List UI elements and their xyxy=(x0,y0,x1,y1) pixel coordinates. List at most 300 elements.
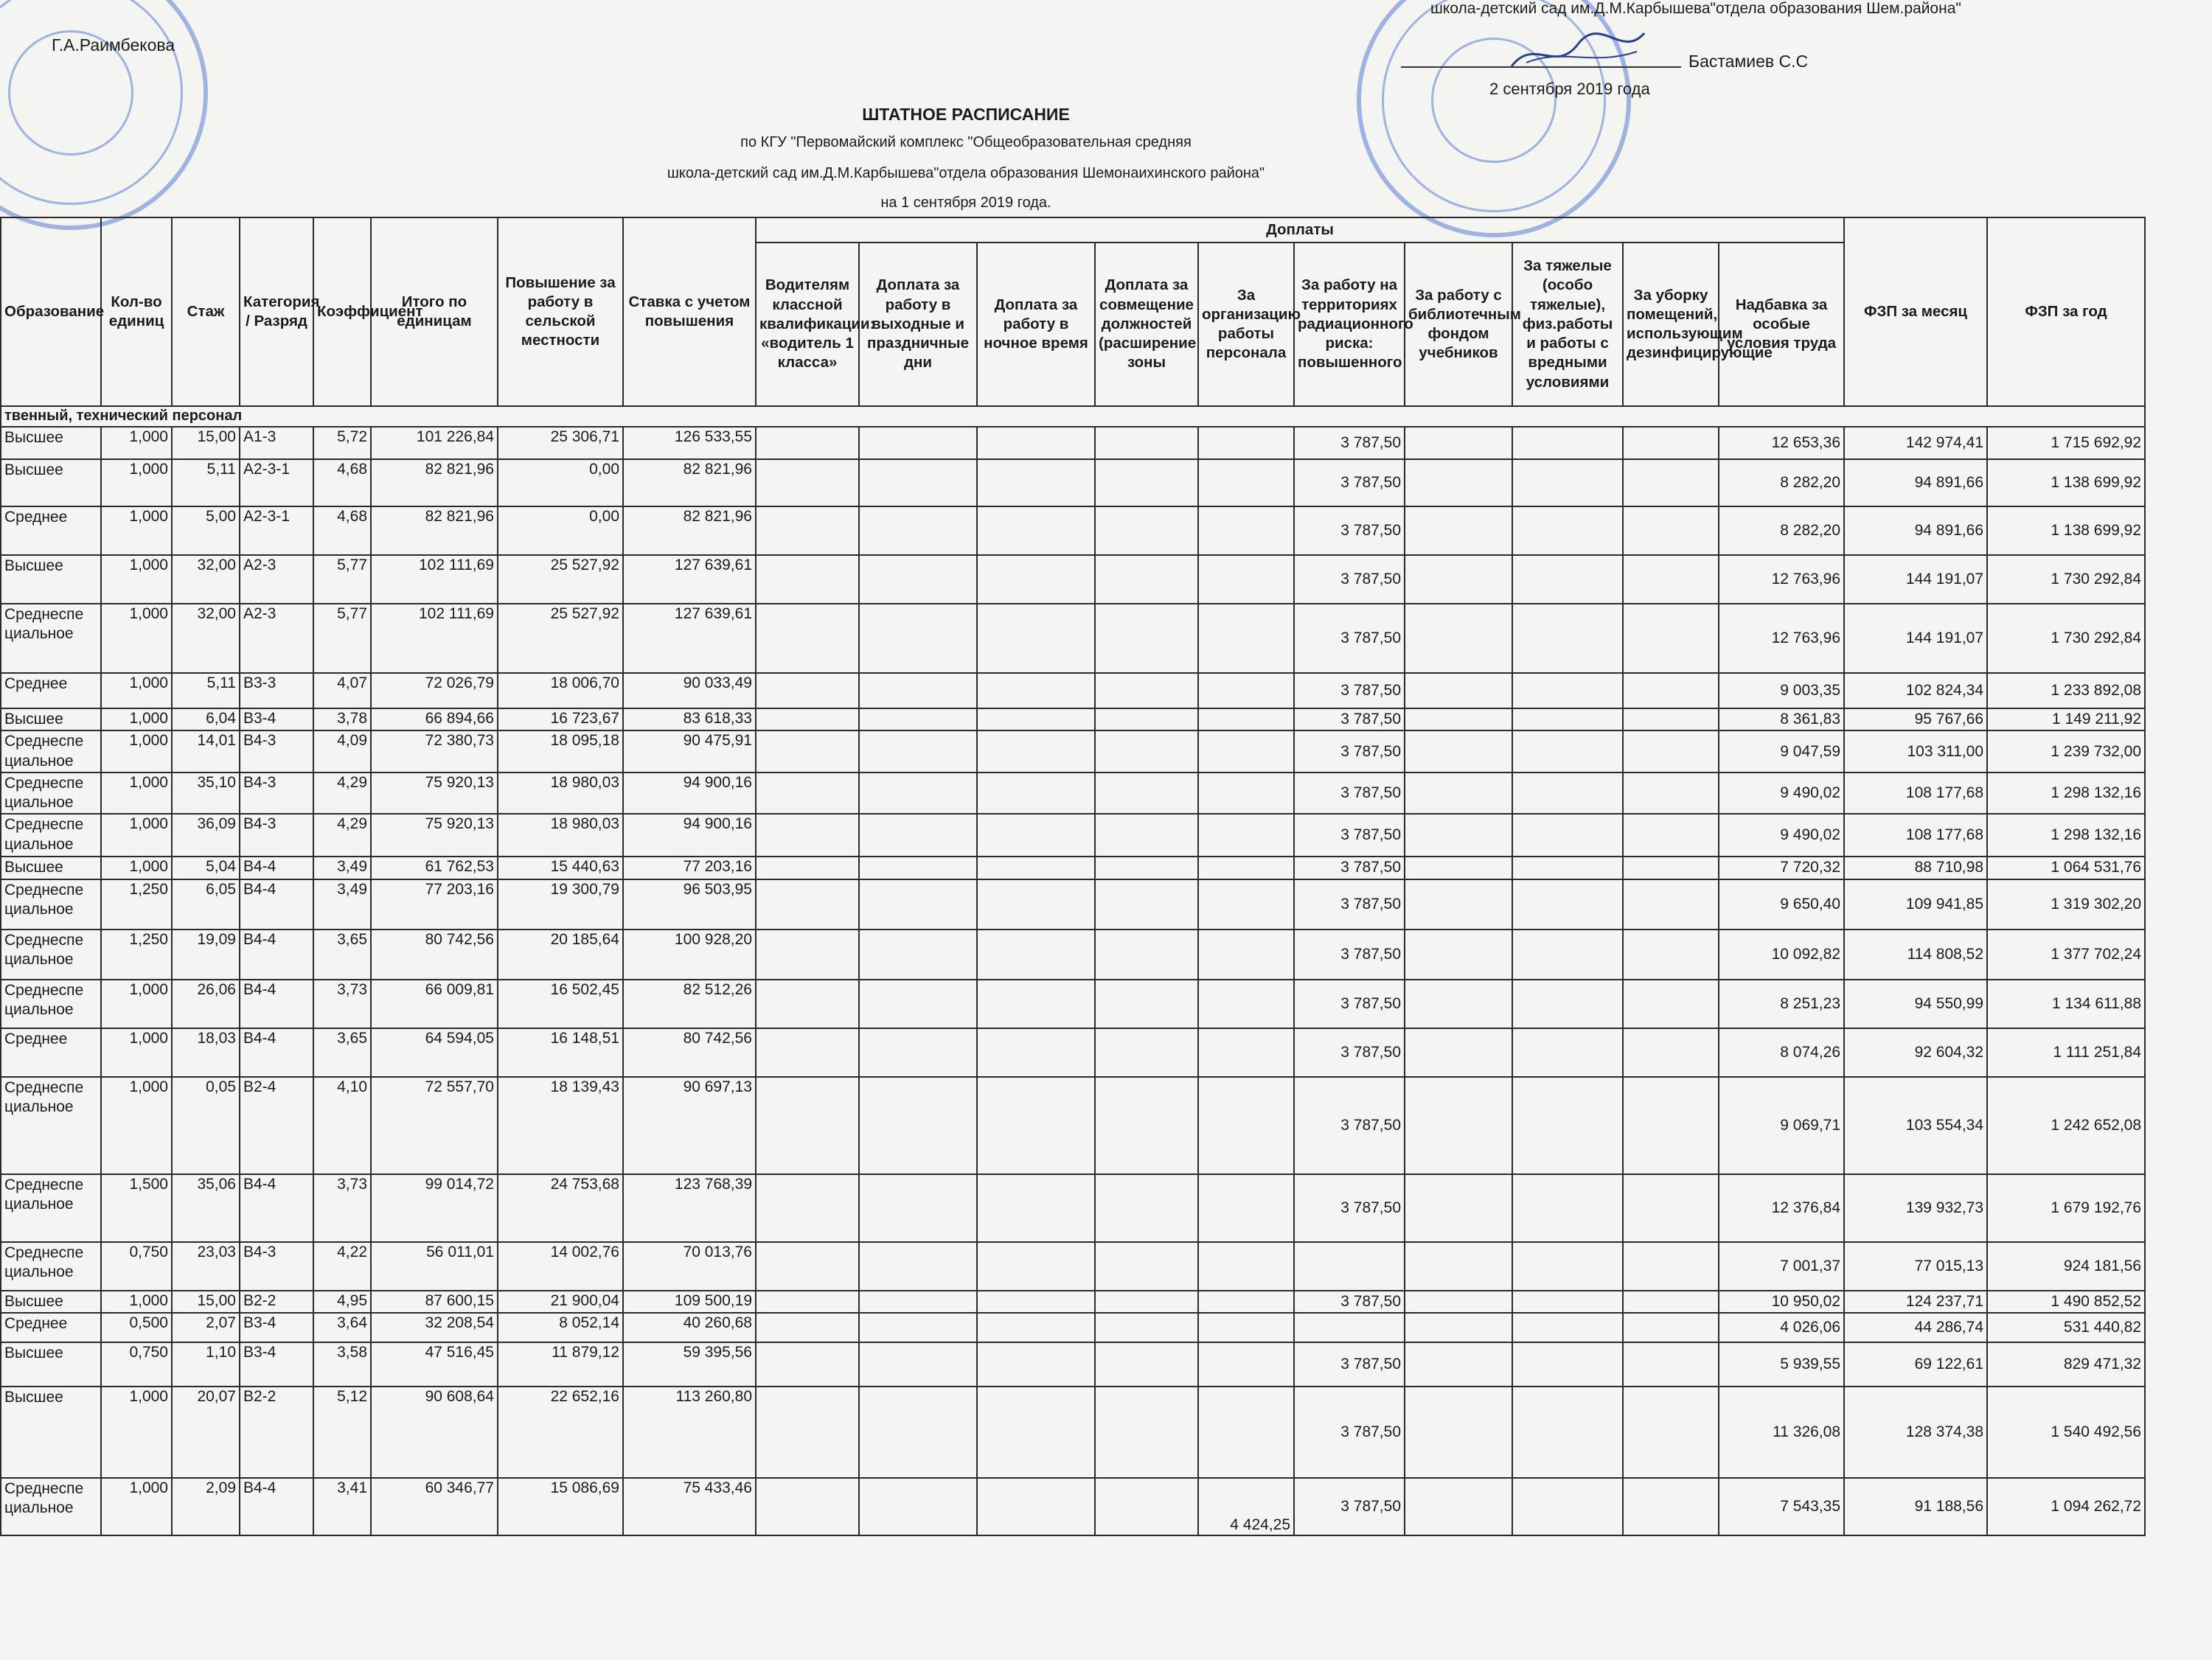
cell-special: 8 074,26 xyxy=(1719,1028,1844,1077)
cell-year: 1 298 132,16 xyxy=(1987,773,2145,815)
cell-empty xyxy=(977,1242,1095,1291)
cell-rural: 18 980,03 xyxy=(498,773,623,815)
cell-empty xyxy=(859,930,977,980)
cell-empty xyxy=(756,1291,859,1313)
cell-empty xyxy=(859,459,977,506)
cell-empty xyxy=(1095,1028,1198,1077)
cell-month: 128 374,38 xyxy=(1844,1387,1987,1478)
cell-empty xyxy=(1512,730,1623,773)
cell-month: 102 824,34 xyxy=(1844,673,1987,708)
cell-exp: 19,09 xyxy=(172,930,240,980)
cell-rate: 90 033,49 xyxy=(623,673,756,708)
cell-coef: 4,07 xyxy=(313,673,371,708)
cell-empty xyxy=(756,857,859,879)
cell-cat: В4-4 xyxy=(240,1174,313,1242)
col-edu: Образование xyxy=(1,217,101,406)
table-row xyxy=(1,773,2145,815)
cell-cat: В3-4 xyxy=(240,1342,313,1387)
table-row xyxy=(1,1242,2145,1291)
cell-empty xyxy=(1095,1387,1198,1478)
cell-empty xyxy=(859,1342,977,1387)
cell-empty xyxy=(977,604,1095,673)
signature-mark xyxy=(1504,22,1652,81)
cell-empty xyxy=(1405,673,1512,708)
cell-empty xyxy=(1095,427,1198,459)
cell-org xyxy=(1198,730,1294,773)
cell-rate: 127 639,61 xyxy=(623,604,756,673)
table-row xyxy=(1,604,2145,673)
cell-empty xyxy=(977,1174,1095,1242)
cell-rural: 20 185,64 xyxy=(498,930,623,980)
cell-rural: 16 723,67 xyxy=(498,708,623,730)
cell-rad: 3 787,50 xyxy=(1294,730,1405,773)
col-d-heavy: За тяжелые (особо тяжелые), физ.работы и работы с вредными условиями xyxy=(1512,243,1623,406)
cell-empty xyxy=(1405,555,1512,604)
col-total: Итого по единицам xyxy=(371,217,498,406)
cell-qty: 1,000 xyxy=(101,814,172,857)
cell-edu: Среднее xyxy=(1,506,101,555)
table-row xyxy=(1,459,2145,506)
cell-empty xyxy=(977,773,1095,815)
table-row xyxy=(1,879,2145,930)
cell-empty xyxy=(1623,1387,1719,1478)
cell-rad xyxy=(1294,1242,1405,1291)
cell-rate: 75 433,46 xyxy=(623,1478,756,1535)
cell-org: 4 424,25 xyxy=(1198,1478,1294,1535)
col-d-rad: За работу на территориях радиационного риска: повышенного xyxy=(1294,243,1405,406)
cell-year: 1 149 211,92 xyxy=(1987,708,2145,730)
cell-special: 12 653,36 xyxy=(1719,427,1844,459)
cell-empty xyxy=(1512,1387,1623,1478)
table-row xyxy=(1,555,2145,604)
cell-rad: 3 787,50 xyxy=(1294,1342,1405,1387)
cell-edu: Среднеспе циальное xyxy=(1,1174,101,1242)
cell-empty xyxy=(977,857,1095,879)
cell-edu: Среднее xyxy=(1,673,101,708)
cell-coef: 5,77 xyxy=(313,604,371,673)
cell-empty xyxy=(859,1291,977,1313)
cell-rate: 82 821,96 xyxy=(623,459,756,506)
cell-special: 7 001,37 xyxy=(1719,1242,1844,1291)
cell-total: 72 380,73 xyxy=(371,730,498,773)
cell-edu: Среднее xyxy=(1,1313,101,1342)
cell-org xyxy=(1198,1291,1294,1313)
cell-rad: 3 787,50 xyxy=(1294,604,1405,673)
approval-date: 2 сентября 2019 года xyxy=(1489,80,1650,98)
cell-year: 1 679 192,76 xyxy=(1987,1174,2145,1242)
cell-empty xyxy=(977,1077,1095,1174)
cell-empty xyxy=(1512,1242,1623,1291)
cell-rural: 24 753,68 xyxy=(498,1174,623,1242)
cell-empty xyxy=(756,773,859,815)
cell-exp: 14,01 xyxy=(172,730,240,773)
cell-year: 1 134 611,88 xyxy=(1987,980,2145,1028)
cell-empty xyxy=(1623,1077,1719,1174)
cell-total: 47 516,45 xyxy=(371,1342,498,1387)
cell-empty xyxy=(1405,1387,1512,1478)
cell-cat: В2-4 xyxy=(240,1077,313,1174)
cell-rural: 21 900,04 xyxy=(498,1291,623,1313)
cell-org xyxy=(1198,1174,1294,1242)
cell-rate: 127 639,61 xyxy=(623,555,756,604)
cell-edu: Среднеспе циальное xyxy=(1,1242,101,1291)
cell-rural: 15 086,69 xyxy=(498,1478,623,1535)
cell-empty xyxy=(1095,506,1198,555)
cell-empty xyxy=(756,1478,859,1535)
cell-coef: 3,58 xyxy=(313,1342,371,1387)
cell-empty xyxy=(1095,1242,1198,1291)
cell-org xyxy=(1198,604,1294,673)
table-row xyxy=(1,673,2145,708)
cell-month: 139 932,73 xyxy=(1844,1174,1987,1242)
cell-empty xyxy=(859,1313,977,1342)
cell-rate: 96 503,95 xyxy=(623,879,756,930)
cell-empty xyxy=(977,730,1095,773)
cell-total: 72 026,79 xyxy=(371,673,498,708)
cell-empty xyxy=(1405,730,1512,773)
cell-rural: 25 527,92 xyxy=(498,555,623,604)
cell-coef: 3,65 xyxy=(313,1028,371,1077)
cell-empty xyxy=(1405,427,1512,459)
table-row xyxy=(1,1387,2145,1478)
cell-org xyxy=(1198,506,1294,555)
cell-cat: В4-3 xyxy=(240,814,313,857)
cell-coef: 4,68 xyxy=(313,506,371,555)
cell-exp: 32,00 xyxy=(172,555,240,604)
cell-empty xyxy=(859,1387,977,1478)
cell-exp: 6,04 xyxy=(172,708,240,730)
col-group-doplaty: Доплаты xyxy=(756,217,1844,243)
cell-special: 9 650,40 xyxy=(1719,879,1844,930)
cell-year: 1 094 262,72 xyxy=(1987,1478,2145,1535)
cell-coef: 3,64 xyxy=(313,1313,371,1342)
table-row xyxy=(1,814,2145,857)
cell-month: 144 191,07 xyxy=(1844,555,1987,604)
cell-edu: Среднеспе циальное xyxy=(1,930,101,980)
cell-empty xyxy=(977,1313,1095,1342)
cell-empty xyxy=(859,604,977,673)
cell-cat: В3-4 xyxy=(240,708,313,730)
cell-empty xyxy=(756,980,859,1028)
header-row-top xyxy=(1,217,2145,243)
cell-edu: Среднеспе циальное xyxy=(1,604,101,673)
cell-empty xyxy=(1623,604,1719,673)
cell-empty xyxy=(1623,730,1719,773)
cell-empty xyxy=(1512,506,1623,555)
cell-empty xyxy=(859,1077,977,1174)
cell-rad: 3 787,50 xyxy=(1294,427,1405,459)
cell-qty: 1,000 xyxy=(101,857,172,879)
cell-total: 32 208,54 xyxy=(371,1313,498,1342)
cell-exp: 18,03 xyxy=(172,1028,240,1077)
cell-empty xyxy=(1095,708,1198,730)
cell-year: 924 181,56 xyxy=(1987,1242,2145,1291)
cell-rural: 16 502,45 xyxy=(498,980,623,1028)
cell-empty xyxy=(1623,1028,1719,1077)
cell-org xyxy=(1198,673,1294,708)
table-row xyxy=(1,930,2145,980)
cell-cat: В4-3 xyxy=(240,1242,313,1291)
cell-year: 1 138 699,92 xyxy=(1987,506,2145,555)
cell-cat: В3-3 xyxy=(240,673,313,708)
cell-month: 94 891,66 xyxy=(1844,459,1987,506)
cell-month: 142 974,41 xyxy=(1844,427,1987,459)
cell-empty xyxy=(756,814,859,857)
cell-empty xyxy=(756,1242,859,1291)
cell-qty: 1,000 xyxy=(101,730,172,773)
cell-total: 60 346,77 xyxy=(371,1478,498,1535)
cell-cat: А2-3-1 xyxy=(240,506,313,555)
col-rural: Повышение за работу в сельской местности xyxy=(498,217,623,406)
cell-rural: 8 052,14 xyxy=(498,1313,623,1342)
cell-qty: 1,000 xyxy=(101,1077,172,1174)
cell-empty xyxy=(1405,708,1512,730)
cell-rate: 113 260,80 xyxy=(623,1387,756,1478)
cell-rate: 40 260,68 xyxy=(623,1313,756,1342)
cell-empty xyxy=(756,1313,859,1342)
cell-empty xyxy=(1095,980,1198,1028)
cell-total: 87 600,15 xyxy=(371,1291,498,1313)
cell-qty: 1,000 xyxy=(101,773,172,815)
cell-year: 531 440,82 xyxy=(1987,1313,2145,1342)
cell-rate: 70 013,76 xyxy=(623,1242,756,1291)
cell-empty xyxy=(1623,1478,1719,1535)
cell-coef: 4,68 xyxy=(313,459,371,506)
cell-rural: 18 139,43 xyxy=(498,1077,623,1174)
cell-empty xyxy=(859,773,977,815)
col-special: Надбавка за особые условия труда xyxy=(1719,243,1844,406)
cell-coef: 4,09 xyxy=(313,730,371,773)
cell-empty xyxy=(977,879,1095,930)
cell-month: 114 808,52 xyxy=(1844,930,1987,980)
cell-empty xyxy=(1095,555,1198,604)
section-row xyxy=(1,406,2145,427)
cell-rad: 3 787,50 xyxy=(1294,857,1405,879)
cell-empty xyxy=(1623,555,1719,604)
cell-empty xyxy=(859,857,977,879)
cell-rate: 100 928,20 xyxy=(623,930,756,980)
table-row xyxy=(1,1313,2145,1342)
cell-year: 1 540 492,56 xyxy=(1987,1387,2145,1478)
cell-year: 1 298 132,16 xyxy=(1987,814,2145,857)
cell-month: 124 237,71 xyxy=(1844,1291,1987,1313)
cell-rad: 3 787,50 xyxy=(1294,814,1405,857)
cell-empty xyxy=(1623,1174,1719,1242)
cell-rate: 126 533,55 xyxy=(623,427,756,459)
cell-total: 66 894,66 xyxy=(371,708,498,730)
cell-empty xyxy=(977,708,1095,730)
cell-org xyxy=(1198,930,1294,980)
cell-empty xyxy=(977,673,1095,708)
cell-qty: 1,000 xyxy=(101,1291,172,1313)
cell-org xyxy=(1198,980,1294,1028)
cell-empty xyxy=(756,506,859,555)
table-row xyxy=(1,708,2145,730)
cell-empty xyxy=(756,879,859,930)
cell-qty: 1,000 xyxy=(101,1028,172,1077)
cell-empty xyxy=(1405,930,1512,980)
cell-rad: 3 787,50 xyxy=(1294,1478,1405,1535)
cell-empty xyxy=(756,427,859,459)
cell-total: 56 011,01 xyxy=(371,1242,498,1291)
cell-empty xyxy=(756,730,859,773)
cell-empty xyxy=(756,1028,859,1077)
cell-org xyxy=(1198,708,1294,730)
cell-total: 102 111,69 xyxy=(371,555,498,604)
title-line-2: по КГУ "Первомайский комплекс "Общеобразовательная средняя xyxy=(740,134,1192,150)
col-d-org: За организацию работы персонала xyxy=(1198,243,1294,406)
cell-qty: 0,500 xyxy=(101,1313,172,1342)
cell-edu: Среднее xyxy=(1,1028,101,1077)
table-row xyxy=(1,1174,2145,1242)
cell-qty: 1,000 xyxy=(101,673,172,708)
cell-exp: 20,07 xyxy=(172,1387,240,1478)
cell-coef: 4,29 xyxy=(313,773,371,815)
cell-cat: В2-2 xyxy=(240,1291,313,1313)
cell-edu: Высшее xyxy=(1,1387,101,1478)
cell-rural: 22 652,16 xyxy=(498,1387,623,1478)
cell-rad xyxy=(1294,1313,1405,1342)
cell-empty xyxy=(1095,1077,1198,1174)
cell-edu: Среднеспе циальное xyxy=(1,773,101,815)
cell-month: 88 710,98 xyxy=(1844,857,1987,879)
section-label: твенный, технический персонал xyxy=(1,406,2145,427)
cell-rate: 80 742,56 xyxy=(623,1028,756,1077)
cell-empty xyxy=(859,708,977,730)
cell-rural: 16 148,51 xyxy=(498,1028,623,1077)
cell-empty xyxy=(1623,673,1719,708)
cell-total: 101 226,84 xyxy=(371,427,498,459)
cell-org xyxy=(1198,459,1294,506)
cell-rural: 18 006,70 xyxy=(498,673,623,708)
cell-empty xyxy=(756,555,859,604)
table-row xyxy=(1,427,2145,459)
cell-empty xyxy=(1512,1342,1623,1387)
cell-empty xyxy=(1512,1478,1623,1535)
cell-edu: Среднеспе циальное xyxy=(1,879,101,930)
cell-total: 72 557,70 xyxy=(371,1077,498,1174)
cell-empty xyxy=(977,459,1095,506)
cell-year: 1 242 652,08 xyxy=(1987,1077,2145,1174)
cell-coef: 5,12 xyxy=(313,1387,371,1478)
cell-month: 103 311,00 xyxy=(1844,730,1987,773)
cell-coef: 4,29 xyxy=(313,814,371,857)
cell-empty xyxy=(977,930,1095,980)
cell-special: 8 251,23 xyxy=(1719,980,1844,1028)
cell-total: 61 762,53 xyxy=(371,857,498,879)
cell-qty: 1,500 xyxy=(101,1174,172,1242)
cell-exp: 36,09 xyxy=(172,814,240,857)
cell-empty xyxy=(1623,773,1719,815)
cell-month: 103 554,34 xyxy=(1844,1077,1987,1174)
cell-empty xyxy=(1623,1342,1719,1387)
cell-empty xyxy=(1095,879,1198,930)
cell-month: 108 177,68 xyxy=(1844,814,1987,857)
cell-empty xyxy=(859,980,977,1028)
cell-rate: 94 900,16 xyxy=(623,814,756,857)
cell-month: 92 604,32 xyxy=(1844,1028,1987,1077)
cell-empty xyxy=(1623,1313,1719,1342)
cell-rate: 109 500,19 xyxy=(623,1291,756,1313)
cell-org xyxy=(1198,1387,1294,1478)
cell-special: 10 950,02 xyxy=(1719,1291,1844,1313)
cell-exp: 5,04 xyxy=(172,857,240,879)
cell-empty xyxy=(756,1077,859,1174)
table-row xyxy=(1,1342,2145,1387)
cell-edu: Среднеспе циальное xyxy=(1,1077,101,1174)
cell-empty xyxy=(1623,1291,1719,1313)
col-qty: Кол-во единиц xyxy=(101,217,172,406)
document-title: ШТАТНОЕ РАСПИСАНИЕ xyxy=(862,105,1070,124)
cell-empty xyxy=(1095,673,1198,708)
cell-special: 7 720,32 xyxy=(1719,857,1844,879)
cell-rural: 11 879,12 xyxy=(498,1342,623,1387)
cell-qty: 1,250 xyxy=(101,879,172,930)
cell-special: 8 282,20 xyxy=(1719,506,1844,555)
cell-qty: 1,000 xyxy=(101,506,172,555)
cell-edu: Среднеспе циальное xyxy=(1,730,101,773)
cell-qty: 1,000 xyxy=(101,708,172,730)
cell-rural: 15 440,63 xyxy=(498,857,623,879)
cell-coef: 4,10 xyxy=(313,1077,371,1174)
col-d-night: Доплата за работу в ночное время xyxy=(977,243,1095,406)
cell-empty xyxy=(756,708,859,730)
cell-org xyxy=(1198,773,1294,815)
col-d-lib: За работу с библиотечным фондом учебников xyxy=(1405,243,1512,406)
cell-edu: Высшее xyxy=(1,1291,101,1313)
cell-empty xyxy=(756,604,859,673)
cell-empty xyxy=(859,1242,977,1291)
cell-empty xyxy=(1512,555,1623,604)
cell-empty xyxy=(977,1478,1095,1535)
col-coef: Коэффициент xyxy=(313,217,371,406)
cell-empty xyxy=(977,427,1095,459)
cell-empty xyxy=(1095,459,1198,506)
cell-empty xyxy=(1623,506,1719,555)
cell-empty xyxy=(859,673,977,708)
approver-right-org: школа-детский сад им.Д.М.Карбышева"отдела образования Шем.района" xyxy=(1430,0,1961,17)
col-rate: Ставка с учетом повышения xyxy=(623,217,756,406)
cell-rad: 3 787,50 xyxy=(1294,1387,1405,1478)
cell-rural: 18 980,03 xyxy=(498,814,623,857)
approver-right-name: Бастамиев С.С xyxy=(1688,52,1809,71)
cell-cat: В2-2 xyxy=(240,1387,313,1478)
cell-cat: В4-4 xyxy=(240,1478,313,1535)
cell-empty xyxy=(1405,459,1512,506)
cell-special: 9 003,35 xyxy=(1719,673,1844,708)
cell-year: 1 377 702,24 xyxy=(1987,930,2145,980)
cell-org xyxy=(1198,1077,1294,1174)
table-row xyxy=(1,857,2145,879)
cell-rural: 18 095,18 xyxy=(498,730,623,773)
cell-edu: Высшее xyxy=(1,459,101,506)
cell-empty xyxy=(1512,459,1623,506)
cell-exp: 15,00 xyxy=(172,427,240,459)
cell-cat: В3-4 xyxy=(240,1313,313,1342)
cell-empty xyxy=(1405,773,1512,815)
cell-coef: 5,77 xyxy=(313,555,371,604)
cell-empty xyxy=(859,814,977,857)
cell-qty: 1,000 xyxy=(101,1387,172,1478)
cell-coef: 3,78 xyxy=(313,708,371,730)
cell-rate: 90 697,13 xyxy=(623,1077,756,1174)
cell-month: 108 177,68 xyxy=(1844,773,1987,815)
cell-coef: 4,95 xyxy=(313,1291,371,1313)
cell-special: 7 543,35 xyxy=(1719,1478,1844,1535)
cell-exp: 2,07 xyxy=(172,1313,240,1342)
cell-rad: 3 787,50 xyxy=(1294,459,1405,506)
cell-month: 77 015,13 xyxy=(1844,1242,1987,1291)
